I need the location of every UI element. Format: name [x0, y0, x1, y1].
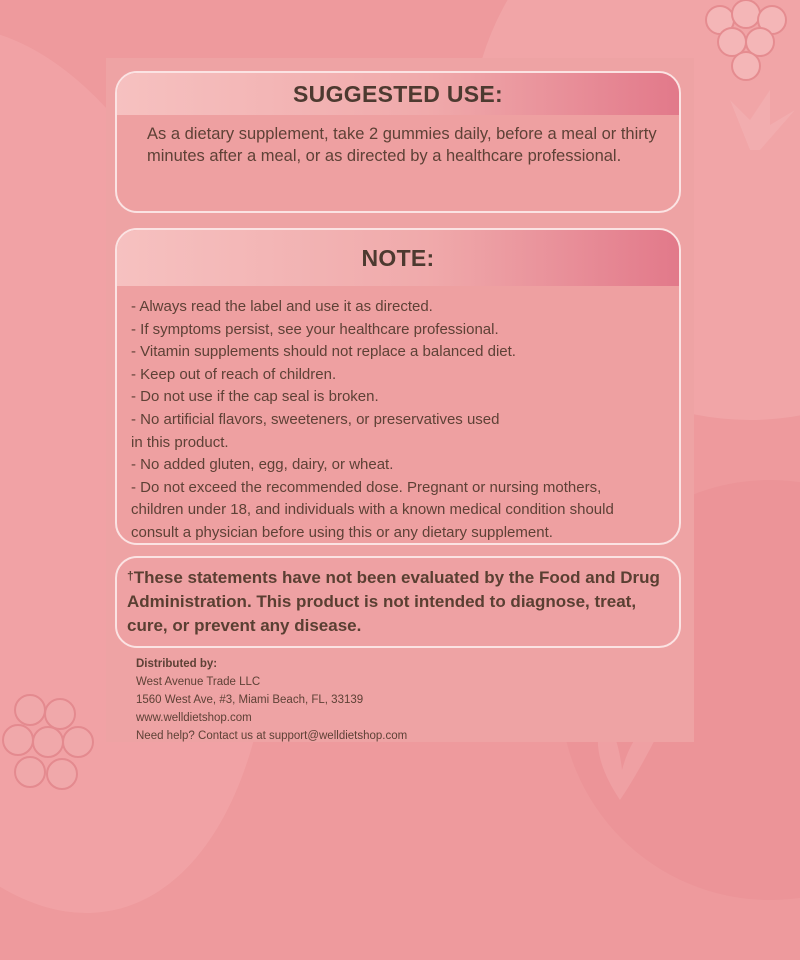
note-heading: NOTE:: [117, 230, 679, 286]
distributor-company: West Avenue Trade LLC: [136, 676, 261, 688]
distributor-support: Need help? Contact us at support@welldietshop.com: [136, 730, 408, 742]
leaf-icon: [700, 80, 800, 160]
distributor-label: Distributed by:: [136, 658, 218, 670]
fda-disclaimer-text: These statements have not been evaluated by the Food and Drug Administration. This product is not intended to diagnose, treat, cure, or prevent any disease.: [127, 568, 660, 635]
note-list: [117, 286, 679, 545]
note-item: in this product.: [131, 433, 229, 451]
note-item: - Always read the label and use it as directed.: [131, 298, 433, 315]
note-item: - If symptoms persist, see your healthcare professional.: [131, 320, 499, 338]
distributor-website: www.welldietshop.com: [136, 712, 252, 724]
note-item: - Keep out of reach of children.: [131, 365, 337, 383]
suggested-use-heading: SUGGESTED USE:: [117, 73, 679, 115]
suggested-use-box: [115, 71, 681, 213]
note-item: children under 18, and individuals with a known medical condition should: [131, 501, 614, 519]
distributor-info: [136, 655, 407, 745]
suggested-use-text: As a dietary supplement, take 2 gummies daily, before a meal or thirty minutes after a meal, or as directed by a healthcare professional.: [147, 125, 657, 165]
note-item: - Vitamin supplements should not replace a balanced diet.: [131, 343, 516, 361]
note-item: - No added gluten, egg, dairy, or wheat.: [131, 456, 394, 474]
note-item: - No artificial flavors, sweeteners, or preservatives used: [131, 410, 500, 428]
note-item: consult a physician before using this or any dietary supplement.: [131, 523, 553, 541]
note-item: - Do not use if the cap seal is broken.: [131, 388, 379, 406]
fda-disclaimer-box: [115, 556, 681, 648]
dagger-mark: †: [127, 569, 134, 583]
distributor-address: 1560 West Ave, #3, Miami Beach, FL, 33139: [136, 694, 364, 706]
note-box: [115, 228, 681, 545]
note-item: - Do not exceed the recommended dose. Pregnant or nursing mothers,: [131, 478, 602, 496]
raspberry-icon: [0, 680, 110, 800]
fda-disclaimer: [117, 558, 679, 638]
